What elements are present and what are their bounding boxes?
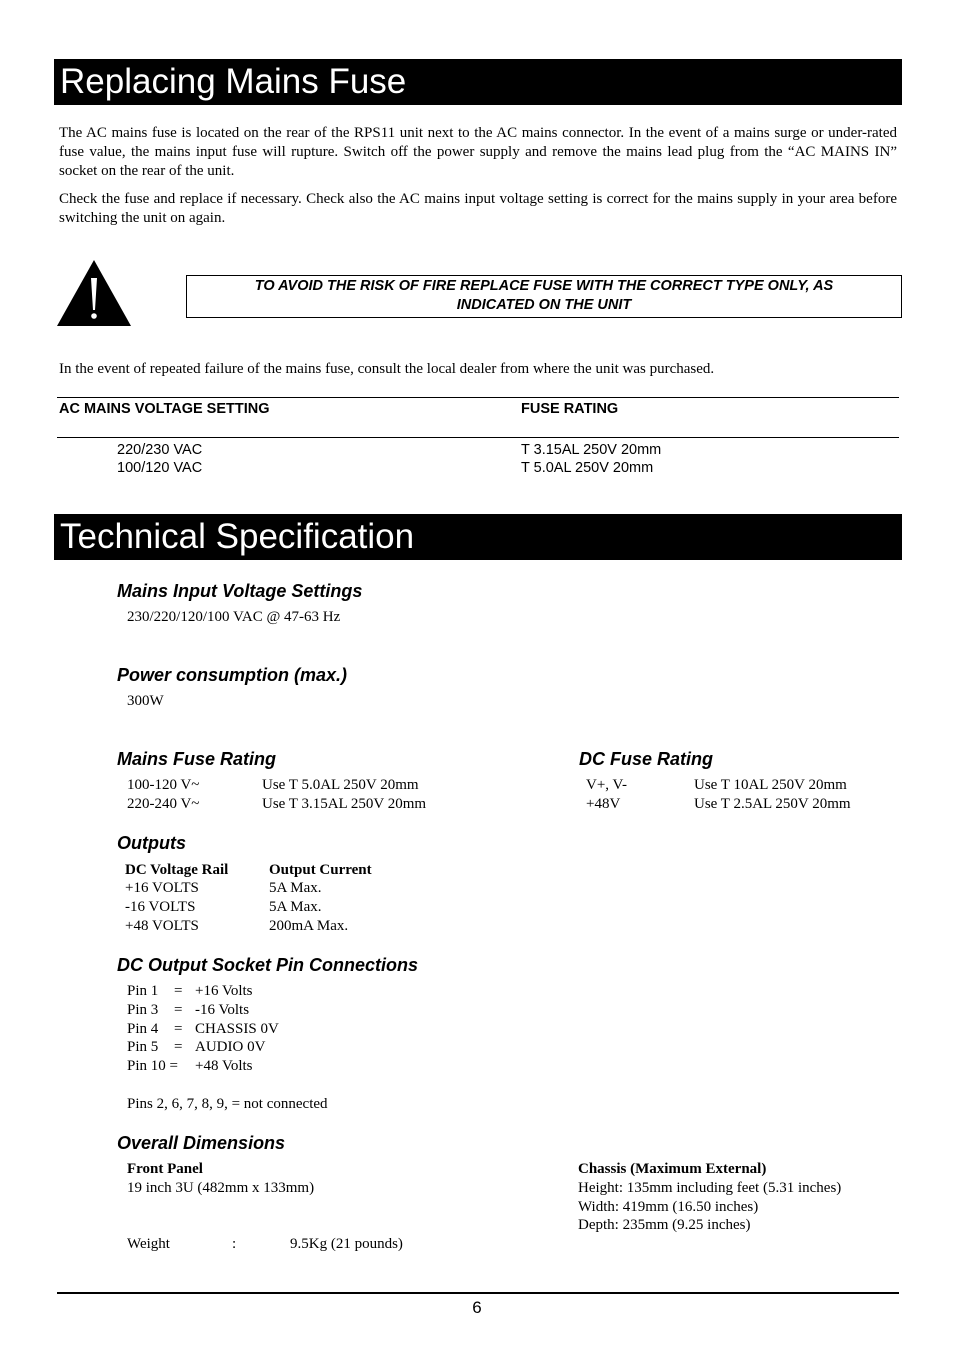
chassis-width: Width: 419mm (16.50 inches): [578, 1199, 759, 1215]
section-title-technical-spec: Technical Specification: [54, 514, 902, 560]
front-panel-value: 19 inch 3U (482mm x 133mm): [127, 1180, 315, 1196]
mains-input-heading: Mains Input Voltage Settings: [117, 581, 363, 601]
pin-value: AUDIO 0V: [195, 1039, 266, 1055]
outputs-rail: -16 VOLTS: [125, 899, 196, 915]
outputs-rail: +48 VOLTS: [125, 918, 199, 934]
pin-equals: =: [174, 983, 183, 999]
pin-label: Pin 4: [127, 1021, 159, 1037]
warning-line-1: TO AVOID THE RISK OF FIRE REPLACE FUSE WITH THE CORRECT TYPE ONLY, AS: [254, 278, 834, 294]
voltage-setting-header: AC MAINS VOLTAGE SETTING: [59, 401, 270, 417]
chassis-depth: Depth: 235mm (9.25 inches): [578, 1217, 751, 1233]
chassis-height: Height: 135mm including feet (5.31 inches): [578, 1180, 842, 1196]
outputs-heading: Outputs: [117, 833, 186, 853]
dc-fuse-heading: DC Fuse Rating: [579, 749, 714, 769]
outputs-current: 5A Max.: [269, 899, 322, 915]
dimensions-heading: Overall Dimensions: [117, 1133, 286, 1153]
front-panel-label: Front Panel: [127, 1161, 203, 1177]
mains-fuse-value: Use T 3.15AL 250V 20mm: [262, 796, 427, 812]
mains-fuse-heading: Mains Fuse Rating: [117, 749, 277, 769]
pin-equals: =: [174, 1002, 183, 1018]
table-row: 220/230 VAC: [117, 442, 203, 458]
table-row: 100/120 VAC: [117, 460, 203, 476]
dc-fuse-value: Use T 10AL 250V 20mm: [694, 777, 847, 793]
pin-label: Pin 5: [127, 1039, 159, 1055]
check-paragraph: Check the fuse and replace if necessary. Check also the AC mains input voltage setting is correct for the mains supply in your area before switching the unit on again.: [59, 191, 897, 226]
warning-line-2: INDICATED ON THE UNIT: [456, 297, 632, 313]
section-title-replacing-fuse: Replacing Mains Fuse: [54, 59, 902, 105]
pin-label: Pin 10 =: [127, 1058, 178, 1074]
mains-input-value: 230/220/120/100 VAC @ 47-63 Hz: [127, 609, 341, 625]
footer-rule: [57, 1292, 899, 1294]
pin-value: CHASSIS 0V: [195, 1021, 279, 1037]
mains-fuse-range: 220-240 V~: [127, 796, 200, 812]
warning-triangle-icon: [55, 258, 133, 328]
pins-not-connected-note: Pins 2, 6, 7, 8, 9, = not connected: [127, 1096, 328, 1112]
power-consumption-heading: Power consumption (max.): [117, 665, 348, 685]
dc-fuse-value: Use T 2.5AL 250V 20mm: [694, 796, 851, 812]
power-consumption-value: 300W: [127, 693, 164, 709]
mains-fuse-range: 100-120 V~: [127, 777, 200, 793]
fuse-rating-header: FUSE RATING: [521, 401, 619, 417]
repeated-failure-paragraph: In the event of repeated failure of the mains fuse, consult the local dealer from where the unit was purchased.: [59, 361, 715, 377]
page-number: 6: [472, 1298, 482, 1317]
outputs-current: 200mA Max.: [269, 918, 349, 934]
pin-label: Pin 3: [127, 1002, 159, 1018]
weight-value: 9.5Kg (21 pounds): [290, 1236, 403, 1252]
pin-equals: =: [174, 1039, 183, 1055]
intro-paragraph: The AC mains fuse is located on the rear of the RPS11 unit next to the AC mains connector. In the event of a mains surge or under-rated fuse value, the mains input fuse will rupture. Switch off the power supply and remove the mains lead plug from the “AC MAINS IN” socket on the rear of the unit.: [59, 125, 897, 179]
mains-fuse-value: Use T 5.0AL 250V 20mm: [262, 777, 419, 793]
outputs-current-header: Output Current: [269, 862, 372, 878]
outputs-rail: +16 VOLTS: [125, 880, 199, 896]
outputs-current: 5A Max.: [269, 880, 322, 896]
fire-warning-box: [186, 275, 902, 318]
dc-fuse-rail: V+, V-: [586, 777, 627, 793]
table-header-rule: [57, 437, 899, 438]
weight-label: Weight: [127, 1236, 170, 1252]
chassis-label: Chassis (Maximum External): [578, 1161, 767, 1177]
pin-label: Pin 1: [127, 983, 159, 999]
table-top-rule: [57, 397, 899, 398]
pin-value: +48 Volts: [195, 1058, 253, 1074]
pin-value: +16 Volts: [195, 983, 253, 999]
pin-value: -16 Volts: [195, 1002, 250, 1018]
weight-colon: :: [232, 1236, 237, 1252]
dc-fuse-rail: +48V: [586, 796, 621, 812]
pin-connections-heading: DC Output Socket Pin Connections: [117, 955, 419, 975]
table-cell: T 5.0AL 250V 20mm: [521, 460, 654, 476]
outputs-rail-header: DC Voltage Rail: [125, 862, 229, 878]
table-cell: T 3.15AL 250V 20mm: [521, 442, 662, 458]
pin-equals: =: [174, 1021, 183, 1037]
